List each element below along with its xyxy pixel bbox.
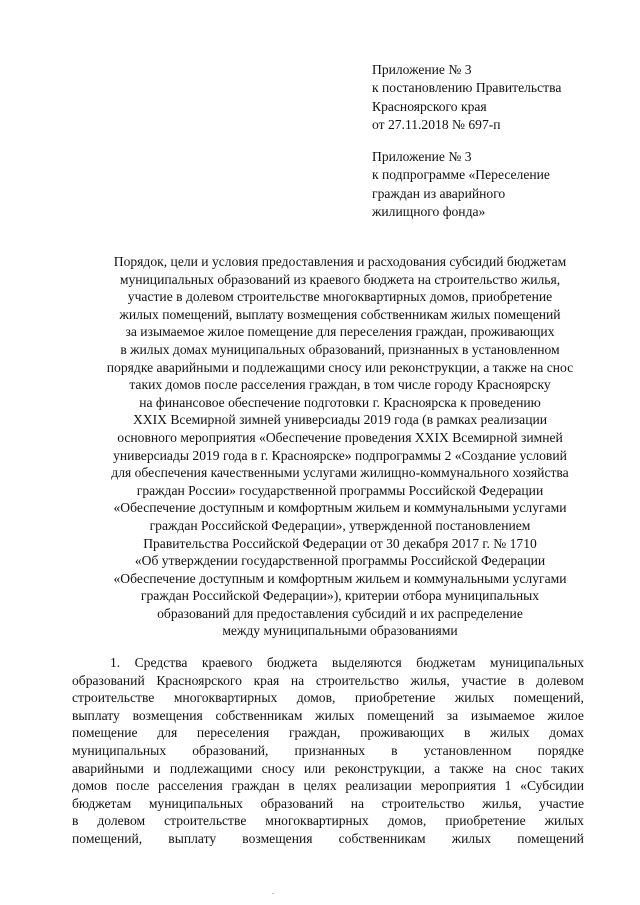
annex-government-block	[372, 61, 622, 135]
title-line: жилых помещений, выплату возмещения собственникам жилых помещений	[119, 306, 561, 322]
word: жилья,	[410, 672, 450, 688]
paragraph-line	[72, 795, 584, 813]
title-line: Правительства Российской Федерации от 30 декабря 2017 г. № 1710	[143, 535, 537, 551]
word: выплату	[72, 707, 120, 723]
word: домов,	[387, 813, 427, 829]
word: жилых	[544, 813, 584, 829]
title-line: порядке аварийными и подлежащими сносу или реконструкции, а также на снос	[106, 359, 574, 375]
word: Красноярского	[156, 672, 242, 688]
word: на	[290, 672, 305, 688]
title-line: муниципальных образований из краевого бюджета на строительство жилья,	[119, 271, 561, 287]
title-line: в жилых домах муниципальных образований, признанных в установленном	[120, 341, 560, 357]
paragraph-line	[72, 760, 584, 778]
word: в	[518, 672, 525, 688]
annex-line: Приложение № 3	[372, 149, 472, 164]
title-line: граждан Российской Федерации»), критерии отбора муниципальных	[140, 588, 540, 604]
word: помещений,	[72, 830, 143, 846]
word: Средства	[134, 655, 188, 670]
word: домов	[72, 778, 108, 794]
word: помещений	[517, 830, 584, 846]
paragraph-line	[72, 812, 584, 830]
word: реконструкции,	[334, 760, 425, 776]
word: образований	[72, 672, 145, 688]
word: помещений,	[513, 690, 584, 706]
annex-line: от 27.11.2018 № 697-п	[372, 117, 501, 133]
paragraph-line	[72, 689, 584, 707]
title-line: «Об утверждении государственной программы Российской Федерации	[134, 553, 546, 569]
title-line: граждан Российской Федерации», утвержденной постановлением	[149, 517, 531, 533]
word: собственникам	[215, 707, 303, 723]
word: признанных	[294, 742, 366, 758]
title-line: участие в долевом строительстве многоквартирных домов, приобретение	[127, 289, 553, 305]
word: строительство	[381, 795, 465, 811]
word: после	[116, 778, 150, 794]
word: и	[153, 760, 161, 776]
word: для	[157, 725, 178, 741]
title-line: образований для предоставления субсидий и их распределение	[157, 605, 523, 621]
word: подлежащими	[169, 760, 253, 776]
title-line: «Обеспечение доступным и комфортным жильем и коммунальными услугами	[113, 500, 567, 516]
word: многоквартирных	[173, 690, 278, 706]
word: порядке	[537, 742, 584, 758]
annex-line: жилищного фонда»	[372, 204, 486, 220]
word: строительстве	[72, 690, 155, 706]
word: проживающих	[360, 725, 445, 741]
document-title	[50, 253, 630, 640]
word: также	[449, 760, 484, 776]
word: домов,	[296, 690, 336, 706]
word: муниципальных	[72, 742, 167, 758]
word: расселения	[158, 778, 223, 794]
word: граждан,	[288, 725, 341, 741]
scan-speck	[272, 893, 274, 894]
word: участие	[539, 795, 584, 811]
word: мероприятия	[420, 778, 496, 794]
word: приобретение	[445, 813, 526, 829]
annex-line: Красноярского края	[372, 98, 487, 114]
word: выплату	[168, 830, 217, 846]
word: строительство	[315, 672, 399, 688]
paragraph-line	[72, 830, 584, 848]
word: 1	[504, 778, 512, 794]
word: образований,	[192, 742, 269, 758]
word: за	[446, 707, 459, 723]
word: в	[463, 725, 471, 741]
word: на	[350, 795, 365, 811]
paragraph-line	[72, 742, 584, 760]
word: реализации	[345, 778, 412, 794]
word: в	[72, 813, 79, 829]
word: долевом	[97, 813, 146, 829]
word: изымаемое	[470, 707, 535, 723]
word: жилое	[547, 707, 584, 723]
word: многоквартирных	[265, 813, 369, 829]
word: собственникам	[338, 830, 426, 846]
title-line: основного мероприятия «Обеспечение проведения XXIX Всемирной зимней	[117, 429, 563, 445]
annex-subprogram-block	[372, 148, 622, 222]
title-line: граждан России» государственной программы Российской Федерации	[136, 482, 544, 498]
word: граждан	[231, 778, 280, 794]
word: установленном	[423, 742, 512, 758]
word: жилых	[490, 725, 530, 741]
word: долевом	[536, 672, 584, 688]
word: участие	[461, 672, 507, 688]
word: бюджетам	[72, 795, 132, 811]
word: помещений	[367, 707, 435, 723]
word: бюджета	[266, 655, 318, 670]
word: домах	[549, 725, 584, 741]
title-line: XXIX Всемирной зимней универсиады 2019 года (в рамках реализации	[132, 412, 548, 428]
word: сносу	[261, 760, 295, 776]
annex-line: к постановлению Правительства	[372, 80, 562, 96]
word: приобретение	[354, 690, 436, 706]
word: муниципальных	[148, 795, 243, 811]
title-line: таких домов после расселения граждан, в том числе городу Красноярску	[129, 377, 551, 393]
word: выделяются	[331, 655, 402, 670]
word: переселения	[196, 725, 270, 741]
paragraph-1	[72, 654, 584, 848]
word: возмещения	[242, 830, 313, 846]
paragraph-line	[72, 707, 584, 725]
word: в	[288, 778, 295, 794]
word: снос	[515, 760, 542, 776]
word: или	[304, 760, 326, 776]
paragraph-line	[72, 777, 584, 795]
title-line: на финансовое обеспечение подготовки г. Красноярска к проведению	[139, 394, 541, 410]
word: строительстве	[164, 813, 247, 829]
title-line: «Обеспечение доступным и комфортным жильем и коммунальными услугами	[113, 570, 567, 586]
word: бюджетам	[416, 655, 476, 670]
word: возмещения	[132, 707, 203, 723]
word: муниципальных	[489, 655, 584, 670]
annex-line: Приложение № 3	[372, 62, 472, 77]
annex-line: граждан из аварийного	[372, 185, 506, 201]
title-line: универсиады 2019 года в г. Красноярске» подпрограммы 2 «Создание условий	[113, 447, 567, 463]
title-line: для обеспечения качественными услугами жилищно-коммунального хозяйства	[111, 465, 569, 481]
word: помещение	[72, 725, 138, 741]
word: жилых	[454, 690, 495, 706]
paragraph-line	[72, 672, 584, 690]
word: образований	[260, 795, 334, 811]
title-line: за изымаемое жилое помещение для переселения граждан, проживающих	[125, 324, 555, 340]
word: 1.	[110, 655, 121, 670]
word: края	[253, 672, 280, 688]
word: в	[391, 742, 398, 758]
word: целях	[303, 778, 337, 794]
word: на	[492, 760, 507, 776]
word: краевого	[201, 655, 253, 670]
word: «Субсидии	[520, 778, 584, 794]
word: жилья,	[482, 795, 522, 811]
word: жилых	[451, 830, 492, 846]
title-line: Порядок, цели и условия предоставления и расходования субсидий бюджетам	[113, 254, 567, 269]
word: аварийными	[72, 760, 144, 776]
title-line: между муниципальными образованиями	[222, 623, 458, 639]
paragraph-line	[72, 724, 584, 742]
word: а	[434, 760, 441, 776]
paragraph-line	[72, 654, 584, 672]
word: жилых	[315, 707, 355, 723]
annex-line: к подпрограмме «Переселение	[372, 167, 550, 183]
word: таких	[551, 760, 584, 776]
